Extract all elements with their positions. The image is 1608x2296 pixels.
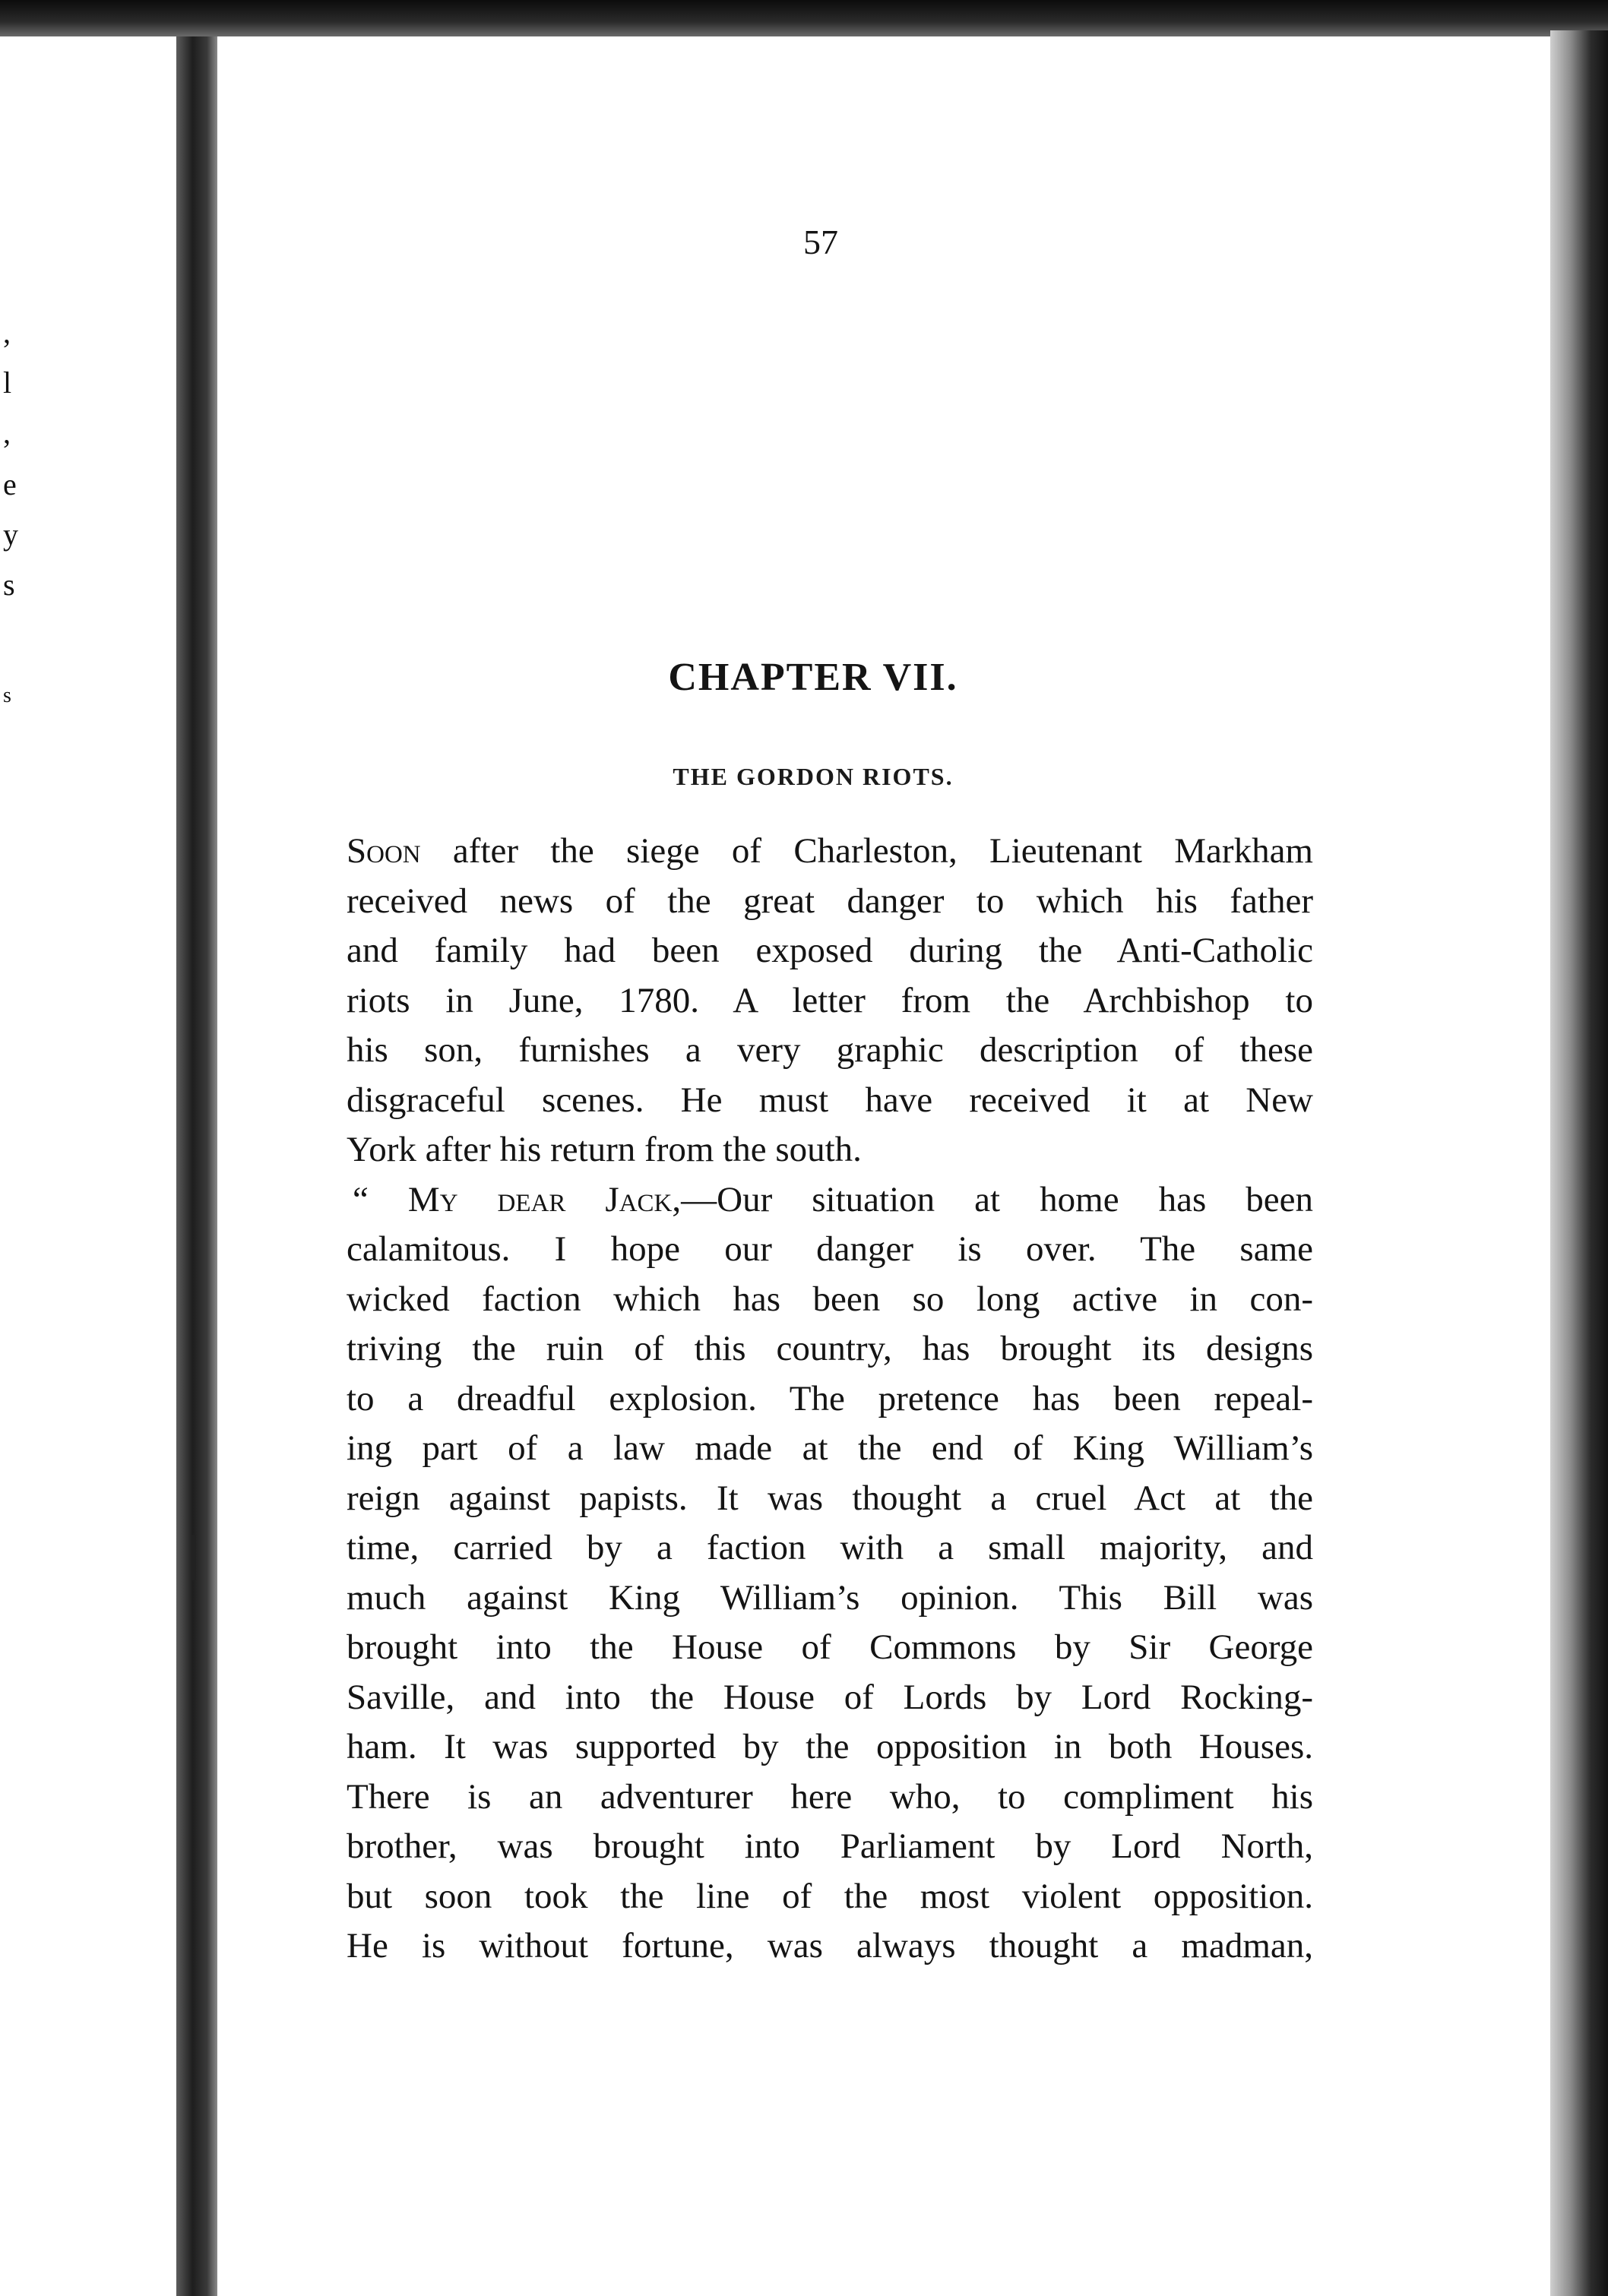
text-line: brother, was brought into Parliament by Lord North,: [347, 1826, 1313, 1866]
page-right-edge: [1550, 30, 1608, 2296]
text-line: ing part of a law made at the end of King William’s: [347, 1428, 1313, 1468]
text-line-rest: —Our situation at home has been: [681, 1179, 1313, 1219]
chapter-heading: CHAPTER VII.: [668, 656, 958, 699]
text-line: but soon took the line of the most violent opposition.: [347, 1876, 1313, 1916]
text-line: received news of the great danger to which his father: [347, 881, 1313, 921]
text-line: There is an adventurer here who, to compliment his: [347, 1776, 1313, 1817]
book-gutter: [176, 36, 217, 2296]
gutter-mark: [192, 1535, 196, 1580]
body-text: [347, 827, 1313, 1972]
text-line: time, carried by a faction with a small majority, and: [347, 1528, 1313, 1567]
page-scuff: [1458, 1203, 1505, 1234]
text-line: [347, 1175, 1313, 1225]
text-line: brought into the House of Commons by Sir George: [347, 1627, 1313, 1667]
text-line: to a dreadful explosion. The pretence has been repeal-: [347, 1378, 1313, 1418]
page-number: 57: [803, 223, 838, 261]
facing-page-fragment: y: [3, 517, 18, 552]
lead-word: Soon: [347, 831, 421, 871]
text-line: triving the ruin of this country, has brought its designs: [347, 1329, 1313, 1368]
facing-page-fragment: ,: [3, 315, 11, 349]
facing-page-fragment: s: [3, 568, 15, 602]
chapter-subtitle: THE GORDON RIOTS.: [673, 763, 954, 790]
text-line: He is without fortune, was always thought a madman,: [347, 1926, 1313, 1966]
top-edge-shadow: [0, 0, 1608, 36]
text-line: wicked faction which has been so long active in con-: [347, 1279, 1313, 1319]
quote-mark: “: [353, 1179, 408, 1219]
text-line: and family had been exposed during the Anti-Catholic: [347, 931, 1313, 970]
facing-page-edge: [0, 36, 182, 2296]
facing-page-fragment: l: [3, 365, 12, 400]
facing-page-fragment: ,: [3, 416, 11, 450]
text-line: York after his return from the south.: [347, 1130, 862, 1169]
text-line-rest: after the siege of Charleston, Lieutenant Markham: [420, 831, 1313, 871]
text-line: riots in June, 1780. A letter from the Archbishop to: [347, 980, 1313, 1020]
salutation: My dear Jack,: [407, 1179, 682, 1219]
text-line: calamitous. I hope our danger is over. The same: [347, 1229, 1313, 1269]
text-line: ham. It was supported by the opposition in both Houses.: [347, 1727, 1313, 1766]
facing-page-fragment: e: [3, 467, 17, 501]
text-line: much against King William’s opinion. This Bill was: [347, 1577, 1313, 1618]
facing-page-fragment: s: [3, 684, 11, 707]
text-line: his son, furnishes a very graphic description of these: [347, 1030, 1313, 1070]
text-line: Saville, and into the House of Lords by Lord Rocking-: [347, 1677, 1313, 1717]
text-line: reign against papists. It was thought a cruel Act at the: [347, 1478, 1313, 1518]
text-line: disgraceful scenes. He must have received it at New: [347, 1080, 1313, 1120]
text-line: [347, 827, 1313, 877]
